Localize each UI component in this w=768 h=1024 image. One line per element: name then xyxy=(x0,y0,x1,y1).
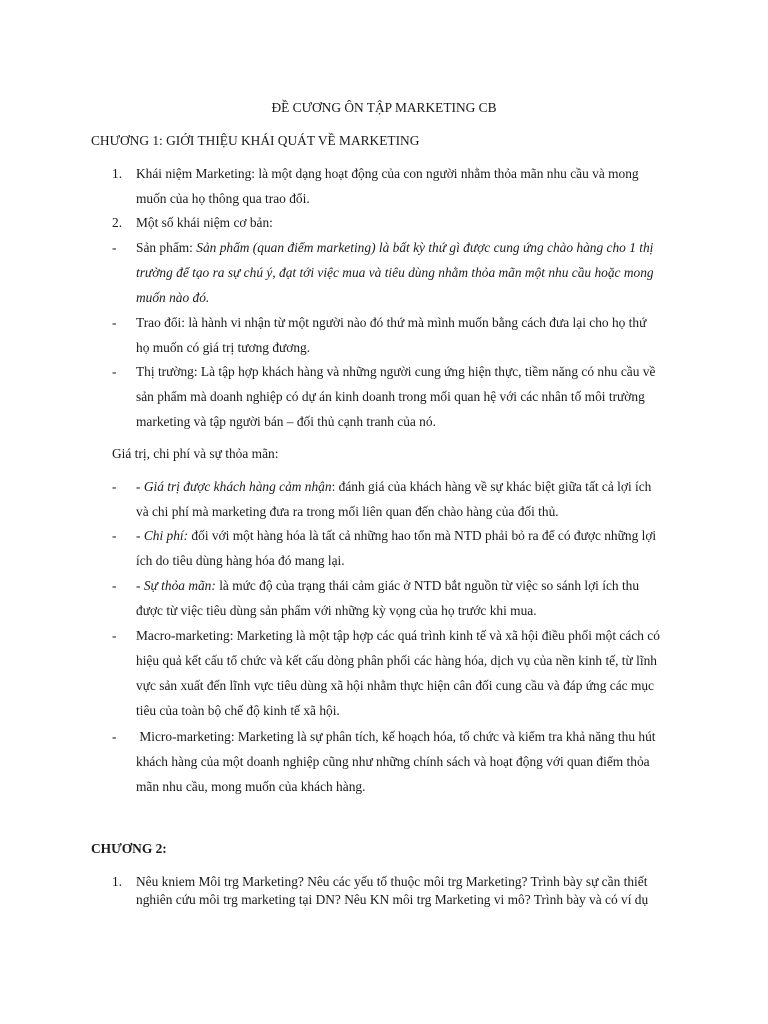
term-label: Giá trị được khách hàng cảm nhận xyxy=(143,479,332,494)
bullet-text xyxy=(136,523,676,573)
text-line xyxy=(136,235,676,260)
bullet-dash: - xyxy=(112,479,117,494)
text-line: Một số khái niệm cơ bản: xyxy=(136,215,273,230)
text-line: Thị trường: Là tập hợp khách hàng và những người cung ứng hiện thực, tiềm năng có nhu cầu về xyxy=(136,364,656,379)
text-line: hiệu quả kết cấu tổ chức và kết cấu dòng phân phối các hàng hóa, dịch vụ của nền kinh tế, từ lĩnh xyxy=(136,653,657,668)
bullet-text xyxy=(136,310,676,360)
list-item-text xyxy=(136,873,676,909)
text-line: ích do tiêu dùng hàng hóa đó mang lại. xyxy=(136,553,345,568)
chapter-2-heading: CHƯƠNG 2: xyxy=(91,841,167,856)
term-label: Chi phí: xyxy=(143,528,189,543)
bullet-dash: - xyxy=(112,729,117,744)
term-definition: muốn nào đó. xyxy=(136,290,210,305)
bullet-dash: - xyxy=(112,628,117,643)
text-line: và chi phí mà marketing đưa ra trong mối liên quan đến chào hàng của đối thủ. xyxy=(136,504,559,519)
term-label: Sản phẩm: xyxy=(136,240,197,255)
bullet-dash: - xyxy=(112,240,117,255)
text-line: muốn của họ thông qua trao đổi. xyxy=(136,191,310,206)
text-line: marketing và tập người bán – đối thủ cạnh tranh của nó. xyxy=(136,414,436,429)
inline-dash: - xyxy=(136,528,144,543)
text-line xyxy=(136,260,676,285)
text-line: Micro-marketing: Marketing là sự phân tích, kế hoạch hóa, tổ chức và kiểm tra khả năng thu hút xyxy=(136,729,656,744)
bullet-text xyxy=(136,235,676,310)
bullet-dash: - xyxy=(112,578,117,593)
text-line: Nêu kniem Môi trg Marketing? Nêu các yếu tố thuộc môi trg Marketing? Trình bày sự cần thiết xyxy=(136,874,648,889)
text-line: sản phẩm mà doanh nghiệp có dự án kinh doanh trong mối quan hệ với các nhân tố môi trường xyxy=(136,389,645,404)
text-line: Macro-marketing: Marketing là một tập hợp các quá trình kinh tế và xã hội điều phối một cách có xyxy=(136,628,660,643)
inline-dash: - xyxy=(136,578,144,593)
list-number: 1. xyxy=(112,874,123,889)
text-line: nghiên cứu môi trg marketing tại DN? Nêu KN môi trg Marketing vi mô? Trình bày và có ví dụ xyxy=(136,892,649,907)
bullet-dash: - xyxy=(112,315,117,330)
chapter-1-heading: CHƯƠNG 1: GIỚI THIỆU KHÁI QUÁT VỀ MARKETING xyxy=(91,133,420,148)
bullet-text xyxy=(136,474,676,524)
text-line: Khái niệm Marketing: là một dạng hoạt động của con người nhằm thỏa mãn nhu cầu và mong xyxy=(136,166,639,181)
text-line: tiêu của toàn bộ chế độ kinh tế xã hội. xyxy=(136,703,340,718)
term-definition: : đánh giá của khách hàng về sự khác biệt giữa tất cả lợi ích xyxy=(331,479,652,494)
term-definition: là mức độ của trạng thái cảm giác ở NTD bắt nguồn từ việc so sánh lợi ích thu xyxy=(215,578,640,593)
text-line: khách hàng của một doanh nghiệp cũng như những chính sách và hoạt động với quan điểm thỏa xyxy=(136,754,650,769)
list-item-text xyxy=(136,210,676,235)
inline-dash: - xyxy=(136,479,144,494)
bullet-text xyxy=(136,573,676,623)
bullet-text xyxy=(136,724,676,799)
term-label: Sự thỏa mãn: xyxy=(143,578,216,593)
list-number: 2. xyxy=(112,215,123,230)
text-line: được từ việc tiêu dùng sản phẩm với những kỳ vọng của họ trước khi mua. xyxy=(136,603,537,618)
text-line: họ muốn có giá trị tương đương. xyxy=(136,340,311,355)
text-line xyxy=(136,285,676,310)
list-number: 1. xyxy=(112,166,123,181)
bullet-text xyxy=(136,623,676,723)
bullet-text xyxy=(136,359,676,434)
section-subheading: Giá trị, chi phí và sự thỏa mãn: xyxy=(112,446,279,461)
term-definition: đối với một hàng hóa là tất cả những hao tổn mà NTD phải bỏ ra để có được những lợi xyxy=(188,528,657,543)
text-line: mãn nhu cầu, mong muốn của khách hàng. xyxy=(136,779,366,794)
document-title: ĐỀ CƯƠNG ÔN TẬP MARKETING CB xyxy=(271,100,497,115)
text-line xyxy=(136,523,676,548)
bullet-dash: - xyxy=(112,528,117,543)
text-line xyxy=(136,474,676,499)
list-item-text xyxy=(136,161,676,211)
text-line: Trao đổi: là hành vi nhận từ một người nào đó thứ mà mình muốn bằng cách đưa lại cho họ thứ xyxy=(136,315,647,330)
term-definition: Sản phẩm (quan điểm marketing) là bất kỳ thứ gì được cung ứng chào hàng cho 1 thị xyxy=(196,240,654,255)
bullet-dash: - xyxy=(112,364,117,379)
text-line: vực sản xuất đến lĩnh vực tiêu dùng xã hội nhằm thực hiện cân đối cung cầu và đáp ứng các mục xyxy=(136,678,655,693)
term-definition: trường để tạo ra sự chú ý, đạt tới việc mua và tiêu dùng nhằm thỏa mãn một nhu cầu hoặc mong xyxy=(136,265,654,280)
text-line xyxy=(136,573,676,598)
